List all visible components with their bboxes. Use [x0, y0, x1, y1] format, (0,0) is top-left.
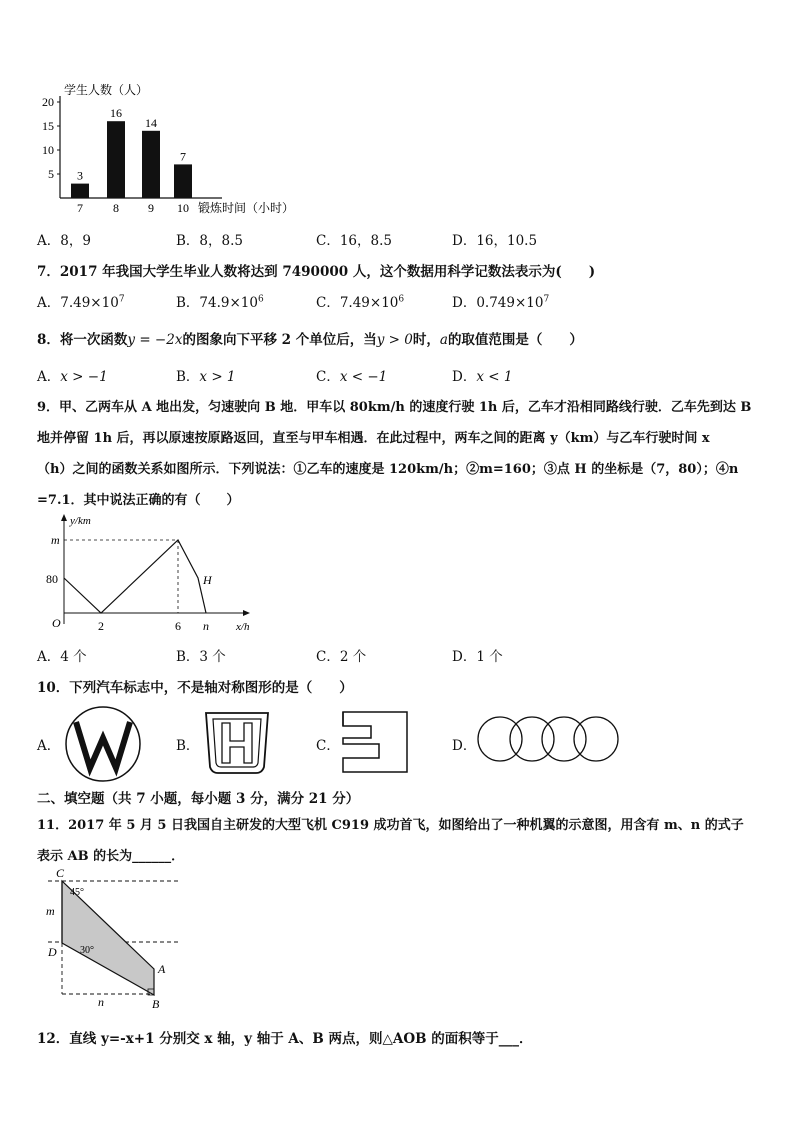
q11-30-label: 30°: [80, 945, 94, 956]
y-tick-label: 5: [48, 167, 54, 181]
q9-option-d: D．1 个: [452, 649, 503, 665]
honda-logo-icon: [200, 709, 274, 777]
block-logo-icon: [341, 710, 409, 774]
q6-option-a: A．8，9: [37, 233, 91, 249]
x-tick-label: 8: [113, 201, 119, 215]
q7-option-a: A．$7.49\times 10^7$: [37, 294, 125, 311]
q11-n-label: n: [98, 995, 104, 1009]
bar-data-label: 7: [180, 149, 186, 164]
q7-option-c: C．$7.49\times 10^6$: [316, 294, 405, 311]
q7-option-b: B．$74.9\times 10^6$: [176, 294, 264, 311]
q9-graph: [36, 512, 266, 637]
chart-ylabel: 学生人数（人）: [64, 83, 149, 97]
q9-xlabel: x/h: [236, 621, 250, 633]
q11-a-label: A: [158, 962, 166, 976]
section-2-heading: 二、填空题（共 7 小题，每小题 3 分，满分 21 分）: [37, 791, 360, 807]
q11-line-2: 表示 AB 的长为______．: [37, 849, 185, 864]
q9-option-b: B．3 个: [176, 649, 226, 665]
q9-line-2: 地并停留 1h 后，再以原速按原路返回，直至与甲车相遇．在此过程中，两车之间的距离 y（km）与乙车行驶时间 x: [37, 431, 710, 446]
q8-option-a: A．x > −1: [37, 369, 108, 385]
q10-option-d: D．: [452, 738, 477, 754]
q10-option-c: C．: [316, 738, 340, 754]
q9-ylabel: y/km: [70, 515, 91, 527]
q11-wing-figure: [40, 864, 190, 1010]
q11-c-label: C: [56, 866, 65, 880]
bar-chart: [30, 74, 320, 222]
q8-option-d: D．x < 1: [452, 369, 513, 385]
q11-m-label: m: [46, 904, 55, 918]
q9-distance-curve: [64, 540, 206, 613]
q7-stem: 7．2017 年我国大学生毕业人数将达到 7490000 人，这个数据用科学记数法表示为( ): [37, 264, 596, 280]
q10-stem: 10．下列汽车标志中，不是轴对称图形的是（ ）: [37, 680, 353, 696]
q7-option-d: D．$0.749\times 10^7$: [452, 294, 550, 311]
bar-data-label: 16: [110, 106, 122, 121]
q8-option-c: C．x < −1: [316, 369, 388, 385]
q9-xn-label: n: [203, 619, 209, 633]
q10-option-b: B．: [176, 738, 200, 754]
q6-option-b: B．8，8.5: [176, 233, 243, 249]
y-tick-label: 15: [42, 119, 54, 133]
q10-option-a: A．: [37, 738, 61, 754]
chart-xlabel: 锻炼时间（小时）: [198, 201, 295, 215]
q9-option-a: A．4 个: [37, 649, 87, 665]
q9-line-3: （h）之间的函数关系如图所示．下列说法：①乙车的速度是 120km/h；②m=160；③点 H 的坐标是（7，80）；④n: [37, 462, 739, 477]
x-tick-label: 9: [148, 201, 154, 215]
q6-option-c: C．16，8.5: [316, 233, 392, 249]
x-tick-label: 10: [177, 201, 189, 215]
bar-data-label: 3: [77, 168, 83, 183]
q9-x6-label: 6: [175, 619, 181, 633]
q11-d-label: D: [48, 945, 57, 959]
q8-option-b: B．x > 1: [176, 369, 236, 385]
q8-stem: 8．将一次函数y = −2x的图象向下平移 2 个单位后，当y > 0时，a的取值范围是（ ）: [37, 332, 583, 348]
vw-logo-icon: [63, 704, 143, 784]
q9-x-arrow: [243, 610, 250, 616]
q9-origin: O: [52, 616, 61, 630]
q9-option-c: C．2 个: [316, 649, 367, 665]
q9-m-label: m: [51, 533, 60, 547]
q9-line-1: 9．甲、乙两车从 A 地出发，匀速驶向 B 地．甲车以 80km/h 的速度行驶 1h 后，乙车才沿相同路线行驶．乙车先到达 B: [37, 400, 752, 415]
q9-line-4: =7.1．其中说法正确的有（ ）: [37, 493, 240, 508]
q9-80-label: 80: [46, 572, 58, 586]
bar-7: [71, 184, 89, 198]
q11-line-1: 11．2017 年 5 月 5 日我国自主研发的大型飞机 C919 成功首飞，如图给出了一种机翼的示意图，用含有 m、n 的式子: [37, 818, 744, 833]
bar-9: [142, 131, 160, 198]
bar-data-label: 14: [145, 115, 157, 130]
q11-wing-shape: [62, 881, 154, 995]
q9-x2-label: 2: [98, 619, 104, 633]
q11-b-label: B: [152, 997, 160, 1010]
q12-stem: 12．直线 y=-x+1 分别交 x 轴，y 轴于 A、B 两点，则△AOB 的面积等于___．: [37, 1031, 533, 1047]
x-tick-label: 7: [77, 201, 83, 215]
q11-45-label: 45°: [70, 887, 84, 898]
y-tick-label: 10: [42, 143, 54, 157]
y-tick-label: 20: [42, 95, 54, 109]
q6-option-d: D．16，10.5: [452, 233, 538, 249]
q9-y-arrow: [61, 514, 67, 521]
bar-8: [107, 121, 125, 198]
q9-h-label: H: [203, 573, 212, 587]
audi-logo-icon: [476, 714, 622, 764]
bar-10: [174, 164, 192, 198]
